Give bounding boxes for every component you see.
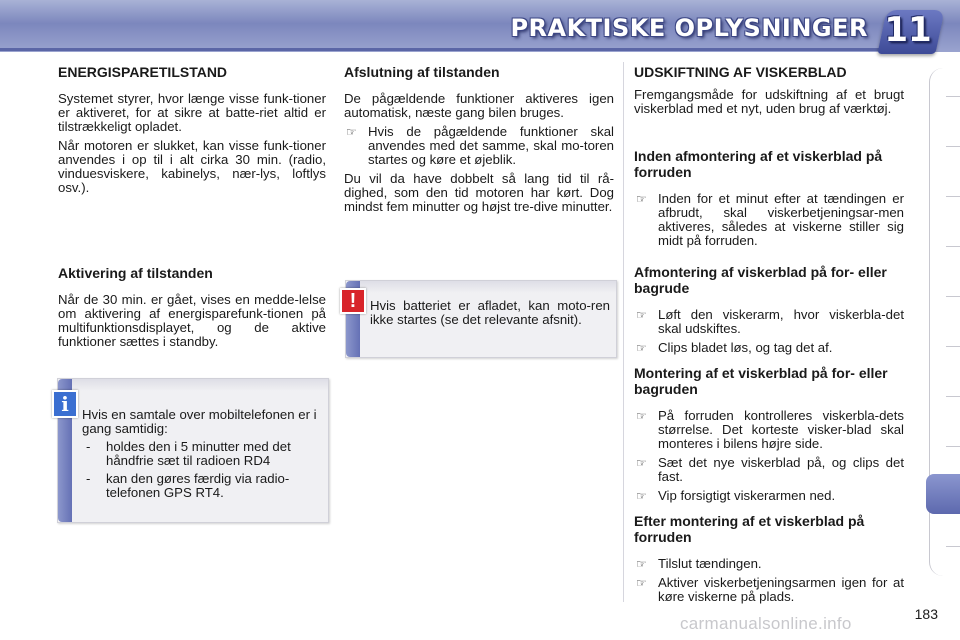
- hand-pointer-icon: ☞: [636, 557, 647, 571]
- paragraph: Systemet styrer, hvor længe visse funk-tioner er aktiveret, for at sikre at batte-riet altid er tilstrækkeligt opladet.: [58, 91, 326, 134]
- info-box-band: [72, 379, 328, 391]
- list-item-text: Inden for et minut efter at tændingen er afbrudt, skal viskerbetjeningsar-men aktiveres, således at viskerne stiller sig midt på forruden.: [658, 191, 904, 248]
- subsection-heading: Montering af et viskerblad på for- eller bagruden: [634, 365, 888, 397]
- chapter-number: 11: [884, 10, 932, 50]
- tab-divider: [946, 396, 960, 397]
- watermark: carmanualsonline.info: [680, 614, 852, 633]
- paragraph: Når motoren er slukket, kan visse funk-tioner anvendes i op til i alt cirka 30 min. (radio, vinduesviskere, kabinelys, nær-lys, loftlys osv.).: [58, 138, 326, 195]
- section-heading: Afslutning af tilstanden: [344, 64, 500, 80]
- list-item-text: Sæt det nye viskerblad på, og clips det fast.: [658, 455, 904, 484]
- column-energy-saving: [58, 60, 326, 354]
- tab-divider: [946, 296, 960, 297]
- list-item-text: kan den gøres færdig via radio-telefonen GPS RT4.: [106, 471, 290, 500]
- hand-pointer-icon: ☞: [636, 192, 647, 206]
- list-item: [344, 125, 614, 167]
- info-box-content: [82, 408, 322, 504]
- hand-pointer-icon: ☞: [636, 456, 647, 470]
- list-item: [634, 557, 904, 571]
- active-chapter-tab[interactable]: [926, 474, 960, 514]
- header-rule: [0, 48, 880, 51]
- subsection-heading: Afmontering af viskerblad på for- eller bagrude: [634, 264, 887, 296]
- paragraph: De pågældende funktioner aktiveres igen automatisk, næste gang bilen bruges.: [344, 91, 614, 120]
- paragraph: Fremgangsmåde for udskiftning af et brugt viskerblad med et nyt, uden brug af værktøj.: [634, 87, 904, 116]
- warning-box: [345, 280, 617, 358]
- list-item-text: Aktiver viskerbetjeningsarmen igen for at køre viskerne på plads.: [658, 575, 904, 604]
- column-divider: [623, 62, 624, 602]
- column-mode-exit: [344, 60, 614, 219]
- list-item-text: Vip forsigtigt viskerarmen ned.: [658, 488, 836, 503]
- list-item: [634, 489, 904, 503]
- hand-pointer-icon: ☞: [636, 308, 647, 322]
- list-item-text: Clips bladet løs, og tag det af.: [658, 340, 833, 355]
- hand-pointer-icon: ☞: [346, 125, 357, 139]
- page-number: 183: [914, 606, 938, 622]
- hand-pointer-icon: ☞: [636, 576, 647, 590]
- list-item: [634, 409, 904, 451]
- dash-mark: -: [86, 471, 91, 486]
- section-heading: ENERGISPARETILSTAND: [58, 64, 228, 80]
- tab-divider: [946, 446, 960, 447]
- list-item: [634, 341, 904, 355]
- list-item: [634, 192, 904, 248]
- paragraph: Når de 30 min. er gået, vises en medde-lelse om aktivering af energisparefunk-tionen på multifunktionsdisplayet, og de aktive funktioner sættes i standby.: [58, 292, 326, 349]
- dash-mark: -: [86, 439, 91, 454]
- tab-divider: [946, 546, 960, 547]
- subsection-heading: Aktivering af tilstanden: [58, 265, 213, 281]
- list-item: [82, 472, 322, 500]
- hand-pointer-icon: ☞: [636, 341, 647, 355]
- tab-divider: [946, 246, 960, 247]
- hand-pointer-icon: ☞: [636, 489, 647, 503]
- tab-divider: [946, 346, 960, 347]
- column-wiper-replacement: [634, 60, 904, 609]
- tab-divider: [946, 196, 960, 197]
- list-item: [634, 456, 904, 484]
- list-item: [82, 440, 322, 468]
- info-box: [57, 378, 329, 523]
- list-item-text: På forruden kontrolleres viskerbla-dets størrelse. Det korteste visker-blad skal monteres i bilens højre side.: [658, 408, 904, 451]
- warning-box-band: [360, 281, 616, 293]
- subsection-heading: Efter montering af et viskerblad på forruden: [634, 513, 865, 545]
- paragraph: Du vil da have dobbelt så lang tid til rå-dighed, som den tid motoren har kørt. Dog mindst fem minutter og højst tre-dive minutter.: [344, 171, 614, 214]
- page-title: PRAKTISKE OPLYSNINGER: [510, 14, 868, 42]
- list-item-text: Løft den viskerarm, hvor viskerbla-det skal udskiftes.: [658, 307, 904, 336]
- warning-icon: !: [340, 288, 366, 314]
- info-icon: i: [52, 390, 78, 418]
- subsection-heading: Inden afmontering af et viskerblad på forruden: [634, 148, 883, 180]
- warning-box-text: Hvis batteriet er afladet, kan moto-ren ikke startes (se det relevante afsnit).: [370, 298, 610, 327]
- info-box-intro: Hvis en samtale over mobiltelefonen er i gang samtidig:: [82, 407, 317, 436]
- list-item-text: Hvis de pågældende funktioner skal anvendes med det samme, skal mo-toren startes og køre et øjeblik.: [368, 124, 614, 167]
- list-item-text: Tilslut tændingen.: [658, 556, 762, 571]
- list-item-text: holdes den i 5 minutter med det håndfrie sæt til radioen RD4: [106, 439, 291, 468]
- section-heading: UDSKIFTNING AF VISKERBLAD: [634, 64, 847, 80]
- hand-pointer-icon: ☞: [636, 409, 647, 423]
- tab-divider: [946, 146, 960, 147]
- list-item: [634, 576, 904, 604]
- list-item: [634, 308, 904, 336]
- tab-divider: [946, 96, 960, 97]
